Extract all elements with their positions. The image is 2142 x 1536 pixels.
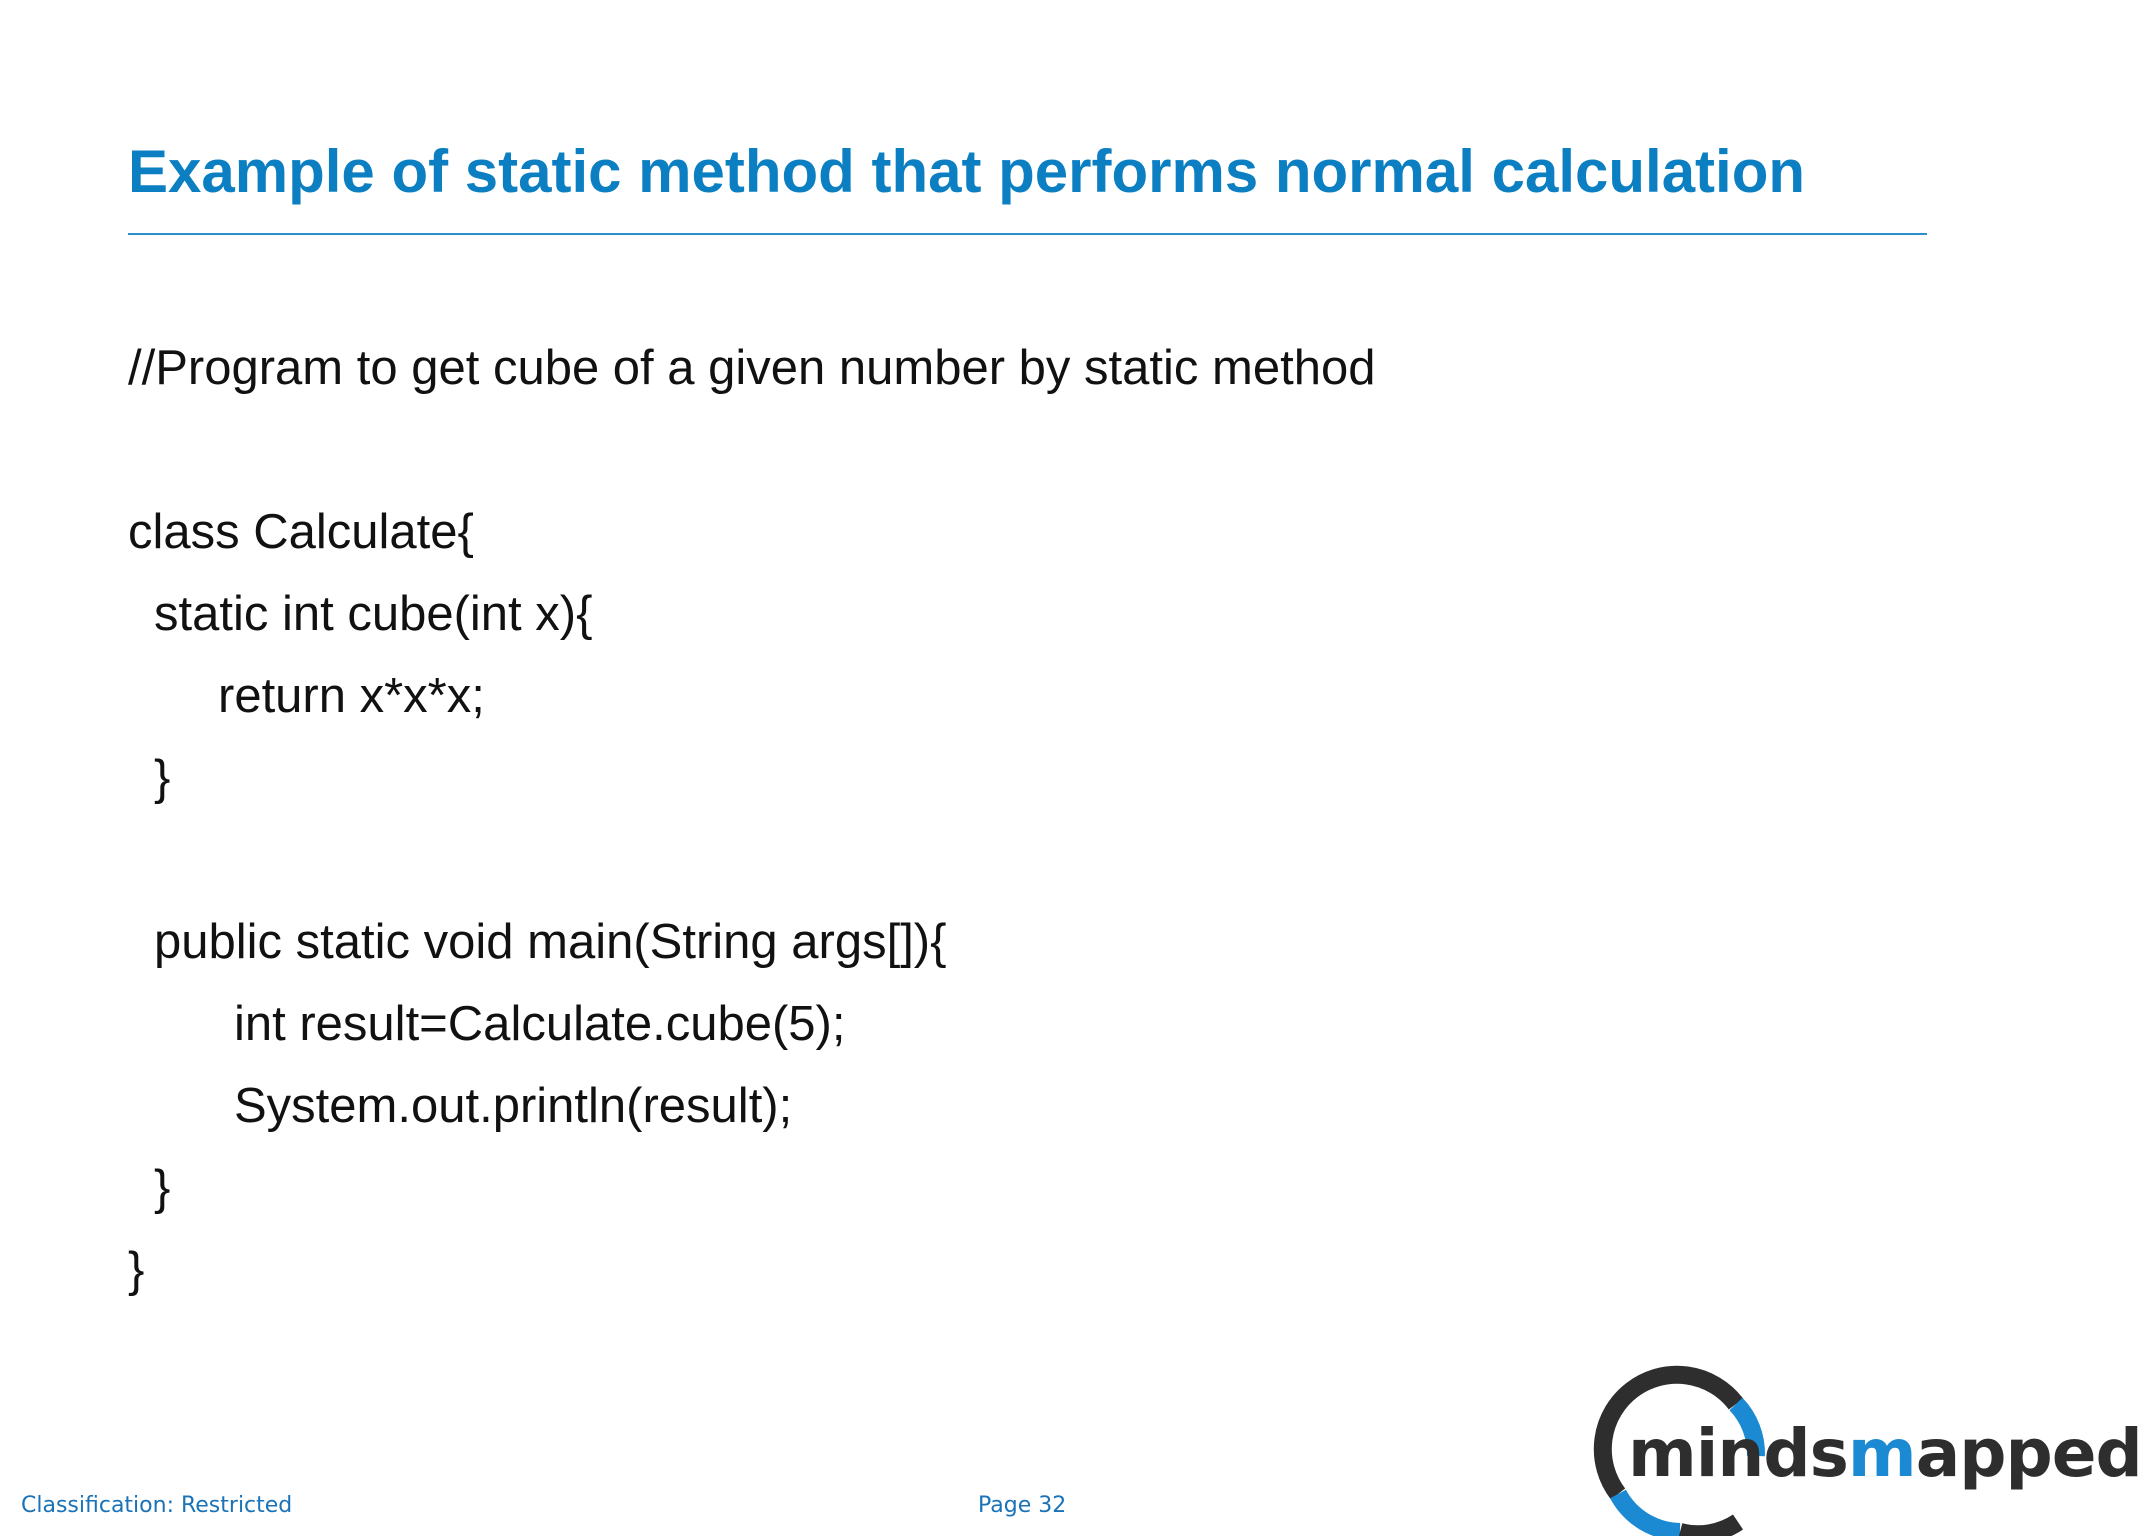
footer-page-number: Page 32: [978, 1493, 1067, 1518]
code-return-statement: return x*x*x;: [218, 669, 485, 723]
mindsmapped-logo: [1588, 1382, 2142, 1536]
logo-text-part1: minds: [1628, 1415, 1848, 1492]
code-class-declaration: class Calculate{: [128, 505, 474, 559]
code-result-assignment: int result=Calculate.cube(5);: [234, 997, 846, 1051]
footer-classification: Classification: Restricted: [21, 1493, 293, 1518]
code-println-statement: System.out.println(result);: [234, 1079, 793, 1133]
code-comment-line: //Program to get cube of a given number by static method: [128, 341, 1376, 395]
logo-text-part3: apped: [1915, 1415, 2142, 1492]
code-main-close-brace: }: [154, 1161, 171, 1215]
logo-wordmark: [1628, 1414, 2142, 1494]
code-method-close-brace: }: [154, 751, 171, 805]
code-class-close-brace: }: [128, 1243, 145, 1297]
code-method-declaration: static int cube(int x){: [154, 587, 593, 641]
slide-title: Example of static method that performs normal calculation: [128, 138, 1806, 205]
title-divider: [128, 233, 1927, 235]
logo-text-part2: m: [1847, 1415, 1916, 1492]
code-main-declaration: public static void main(String args[]){: [154, 915, 947, 969]
